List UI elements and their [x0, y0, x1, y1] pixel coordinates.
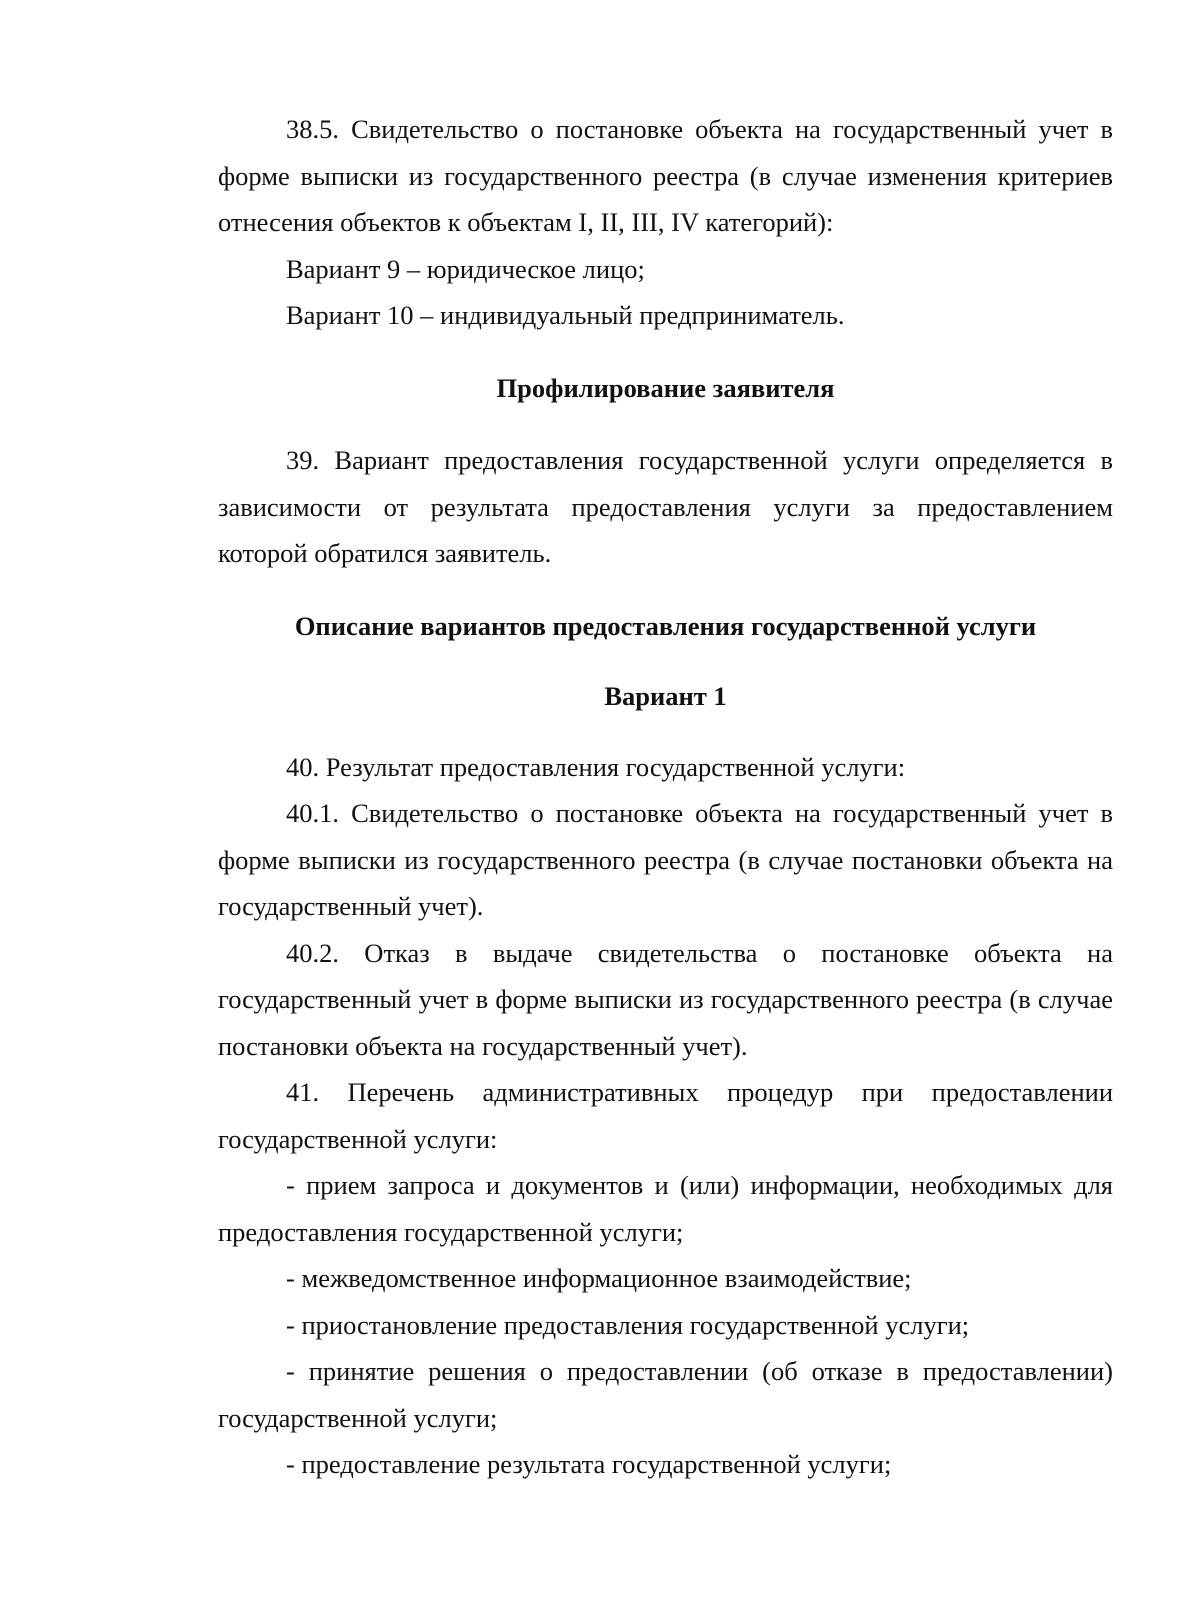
list-item: - прием запроса и документов и (или) информации, необходимых для предоставления государственной услуги; [218, 1170, 1113, 1247]
list-item: - предоставление результата государственной услуги; [286, 1449, 892, 1479]
list-item: - приостановление предоставления государственной услуги; [286, 1309, 970, 1340]
variant-10-item: Вариант 10 – индивидуальный предприниматель. [286, 300, 845, 330]
variant-9-item: Вариант 9 – юридическое лицо; [286, 253, 645, 284]
list-item: - принятие решения о предоставлении (об отказе в предоставлении) государственной услуги; [218, 1356, 1113, 1433]
document-body [218, 106, 1113, 1488]
heading-profiling: Профилирование заявителя [496, 372, 835, 403]
heading-variant-1: Вариант 1 [604, 681, 727, 711]
paragraph-40-1: 40.1. Свидетельство о постановке объекта на государственный учет в форме выписки из государственного реестра (в случае постановки объекта на государственный учет). [218, 798, 1113, 921]
paragraph-41: 41. Перечень административных процедур при предоставлении государственной услуги: [218, 1077, 1113, 1154]
paragraph-39: 39. Вариант предоставления государственной услуги определяется в зависимости от результата предоставления услуги за предоставлением которой обратился заявитель. [218, 445, 1113, 568]
paragraph-38-5: 38.5. Свидетельство о постановке объекта на государственный учет в форме выписки из государственного реестра (в случае изменения критериев отнесения объектов к объектам I, II, III, IV категорий): [218, 114, 1113, 237]
paragraph-40-2: 40.2. Отказ в выдаче свидетельства о постановке объекта на государственный учет в форме выписки из государственного реестра (в случае постановки объекта на государственный учет). [218, 937, 1113, 1061]
heading-description: Описание вариантов предоставления государственной услуги [294, 610, 1037, 641]
list-item: - межведомственное информационное взаимодействие; [286, 1263, 912, 1293]
paragraph-40: 40. Результат предоставления государственной услуги: [286, 751, 906, 782]
